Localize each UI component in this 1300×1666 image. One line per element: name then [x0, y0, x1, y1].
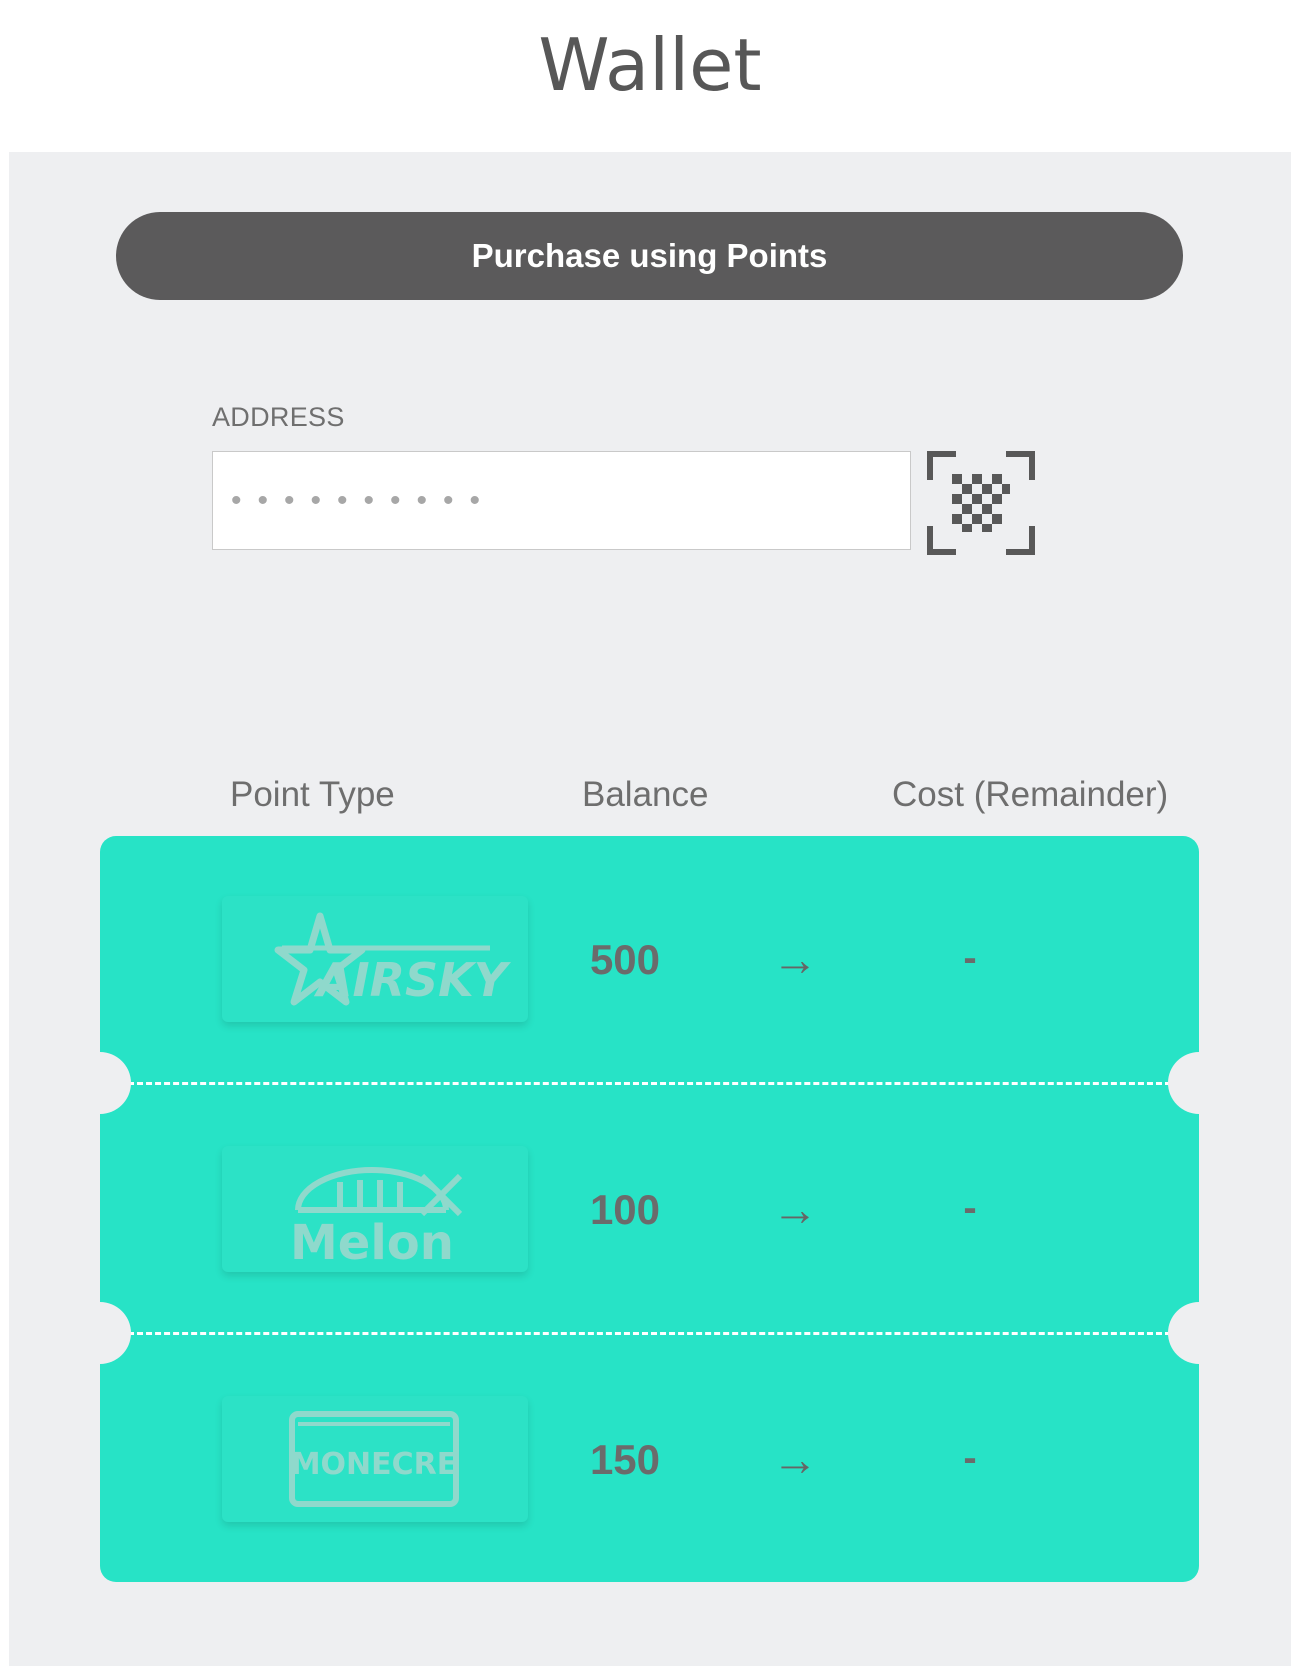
column-header-point-type: Point Type [230, 775, 395, 814]
app-header [0, 0, 1300, 152]
svg-text:AIRSKY: AIRSKY [316, 953, 508, 1007]
balance-value: 500 [589, 936, 661, 983]
cost-value: - [963, 936, 977, 980]
cost-value: - [963, 1186, 977, 1230]
svg-text:Wallet: Wallet [538, 23, 762, 107]
airsky-brand-logo [222, 896, 528, 1022]
table-row[interactable] [100, 1336, 1199, 1582]
purchase-using-points-button[interactable]: Purchase using Points [116, 212, 1183, 300]
column-header-cost-remainder: Cost (Remainder) [892, 775, 1169, 814]
arrow-right-icon: → [772, 1183, 818, 1235]
column-header-balance: Balance [582, 775, 709, 814]
svg-text:Melon: Melon [290, 1215, 454, 1271]
melon-brand-logo [222, 1146, 528, 1272]
arrow-right-icon: → [772, 1433, 818, 1485]
address-masked-value: •••••••••• [231, 484, 497, 517]
table-row[interactable] [100, 1086, 1199, 1336]
balance-value: 150 [589, 1436, 661, 1483]
balance-value: 100 [589, 1186, 661, 1233]
points-ticket [100, 836, 1199, 1582]
table-row[interactable] [100, 836, 1199, 1086]
address-label: ADDRESS [212, 402, 345, 432]
address-input[interactable] [212, 451, 911, 550]
monecre-brand-logo [222, 1396, 528, 1522]
arrow-right-icon: → [772, 933, 818, 985]
wallet-logo [530, 18, 770, 108]
qr-code-scan-icon[interactable] [926, 450, 1036, 556]
cost-value: - [963, 1436, 977, 1480]
svg-text:MONECRE: MONECRE [290, 1447, 458, 1482]
